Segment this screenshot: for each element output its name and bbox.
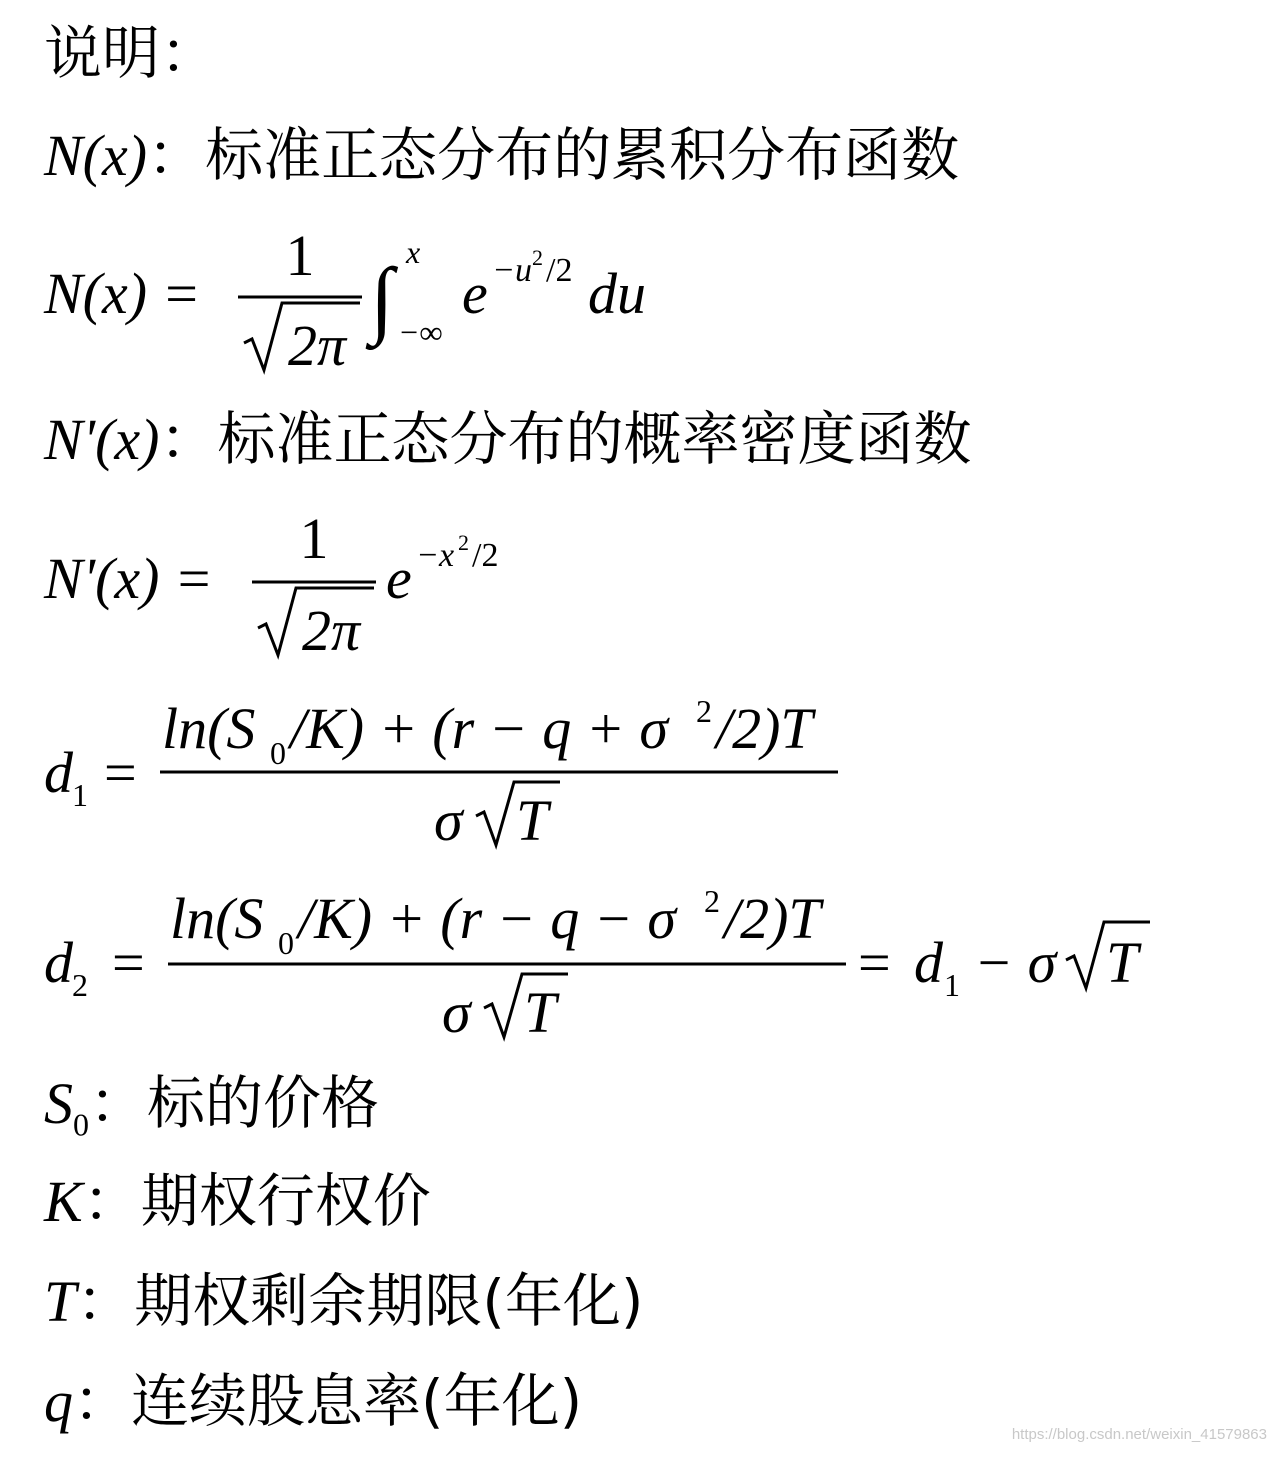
integral-upper-limit: x — [406, 234, 421, 270]
numerator-part-c: /2)T — [716, 696, 813, 761]
numerator-part-a: ln(S — [170, 886, 264, 951]
symbol-s0: S — [44, 1071, 73, 1136]
numerator-subscript: 0 — [278, 925, 294, 961]
fraction-numerator: 1 — [285, 223, 315, 288]
exp-base: e — [462, 261, 488, 326]
colon: ： — [76, 1267, 135, 1335]
colon: ： — [147, 121, 206, 189]
colon: ： — [73, 1367, 132, 1435]
d2-subscript: 2 — [72, 967, 88, 1003]
numerator-part-b: /K) + (r − q − σ — [298, 886, 677, 951]
d1-subscript: 1 — [72, 777, 88, 813]
colon: ： — [89, 1069, 148, 1137]
watermark: https://blog.csdn.net/weixin_41579863 — [1011, 1426, 1267, 1443]
exponent-power: 2 — [458, 530, 469, 555]
formula-lhs: N'(x) = — [44, 546, 214, 611]
definition-text-q: 连续股息率(年化) — [131, 1367, 583, 1435]
definition-cdf — [44, 121, 960, 189]
definition-pdf — [44, 405, 972, 473]
radicand: 2π — [288, 313, 347, 378]
rhs-d-subscript: 1 — [944, 967, 960, 1003]
formula-cdf — [0, 215, 720, 385]
integral-sign: ∫ — [370, 250, 394, 346]
rhs-equals: = — [858, 930, 891, 995]
differential: du — [588, 261, 646, 326]
symbol-t: T — [44, 1269, 77, 1334]
exponent-tail: /2 — [472, 537, 499, 574]
rhs-d-symbol: d — [914, 930, 943, 995]
fraction-numerator: 1 — [299, 506, 329, 571]
radicand: 2π — [302, 598, 361, 663]
definition-k — [44, 1167, 431, 1235]
symbol-s0-subscript: 0 — [73, 1106, 89, 1143]
numerator-superscript: 2 — [696, 693, 712, 729]
definition-text-k: 期权行权价 — [140, 1167, 431, 1235]
numerator-part-c: /2)T — [724, 886, 821, 951]
definition-t — [44, 1267, 644, 1335]
denominator-radicand: T — [516, 788, 549, 853]
denominator-radicand: T — [524, 980, 557, 1045]
definition-text-pdf: 标准正态分布的概率密度函数 — [217, 405, 972, 473]
symbol-k: K — [44, 1169, 83, 1234]
definition-q — [44, 1367, 583, 1435]
d1-symbol: d — [44, 740, 73, 805]
d2-symbol: d — [44, 930, 73, 995]
exponent: −u — [492, 252, 532, 289]
integral-lower-limit: −∞ — [398, 314, 443, 350]
numerator-part-a: ln(S — [162, 696, 256, 761]
definition-text-s0: 标的价格 — [147, 1069, 380, 1137]
exponent-power: 2 — [532, 245, 543, 270]
equals-sign: = — [104, 740, 137, 805]
rhs-minus-sigma: − σ — [974, 930, 1057, 995]
symbol-q: q — [44, 1369, 73, 1434]
formula-pdf — [0, 500, 600, 670]
colon: ： — [159, 405, 218, 473]
numerator-superscript: 2 — [704, 883, 720, 919]
page-heading: 说明： — [44, 19, 219, 87]
definition-text-t: 期权剩余期限(年化) — [134, 1267, 644, 1335]
numerator-subscript: 0 — [270, 735, 286, 771]
exponent: −x — [416, 537, 455, 574]
denominator-sigma: σ — [442, 980, 471, 1045]
denominator-sigma: σ — [434, 788, 463, 853]
definition-s0 — [44, 1069, 380, 1143]
colon: ： — [82, 1167, 141, 1235]
formula-d1 — [0, 690, 900, 860]
equals-sign: = — [112, 930, 145, 995]
exponent-tail: /2 — [546, 252, 573, 289]
symbol-pdf: N'(x) — [44, 407, 160, 472]
rhs-radicand: T — [1106, 930, 1139, 995]
exp-base: e — [386, 546, 412, 611]
definition-text-cdf: 标准正态分布的累积分布函数 — [205, 121, 960, 189]
symbol-cdf: N(x) — [44, 123, 148, 188]
formula-d2 — [0, 880, 1200, 1050]
formula-lhs: N(x) = — [44, 261, 201, 326]
numerator-part-b: /K) + (r − q + σ — [290, 696, 669, 761]
